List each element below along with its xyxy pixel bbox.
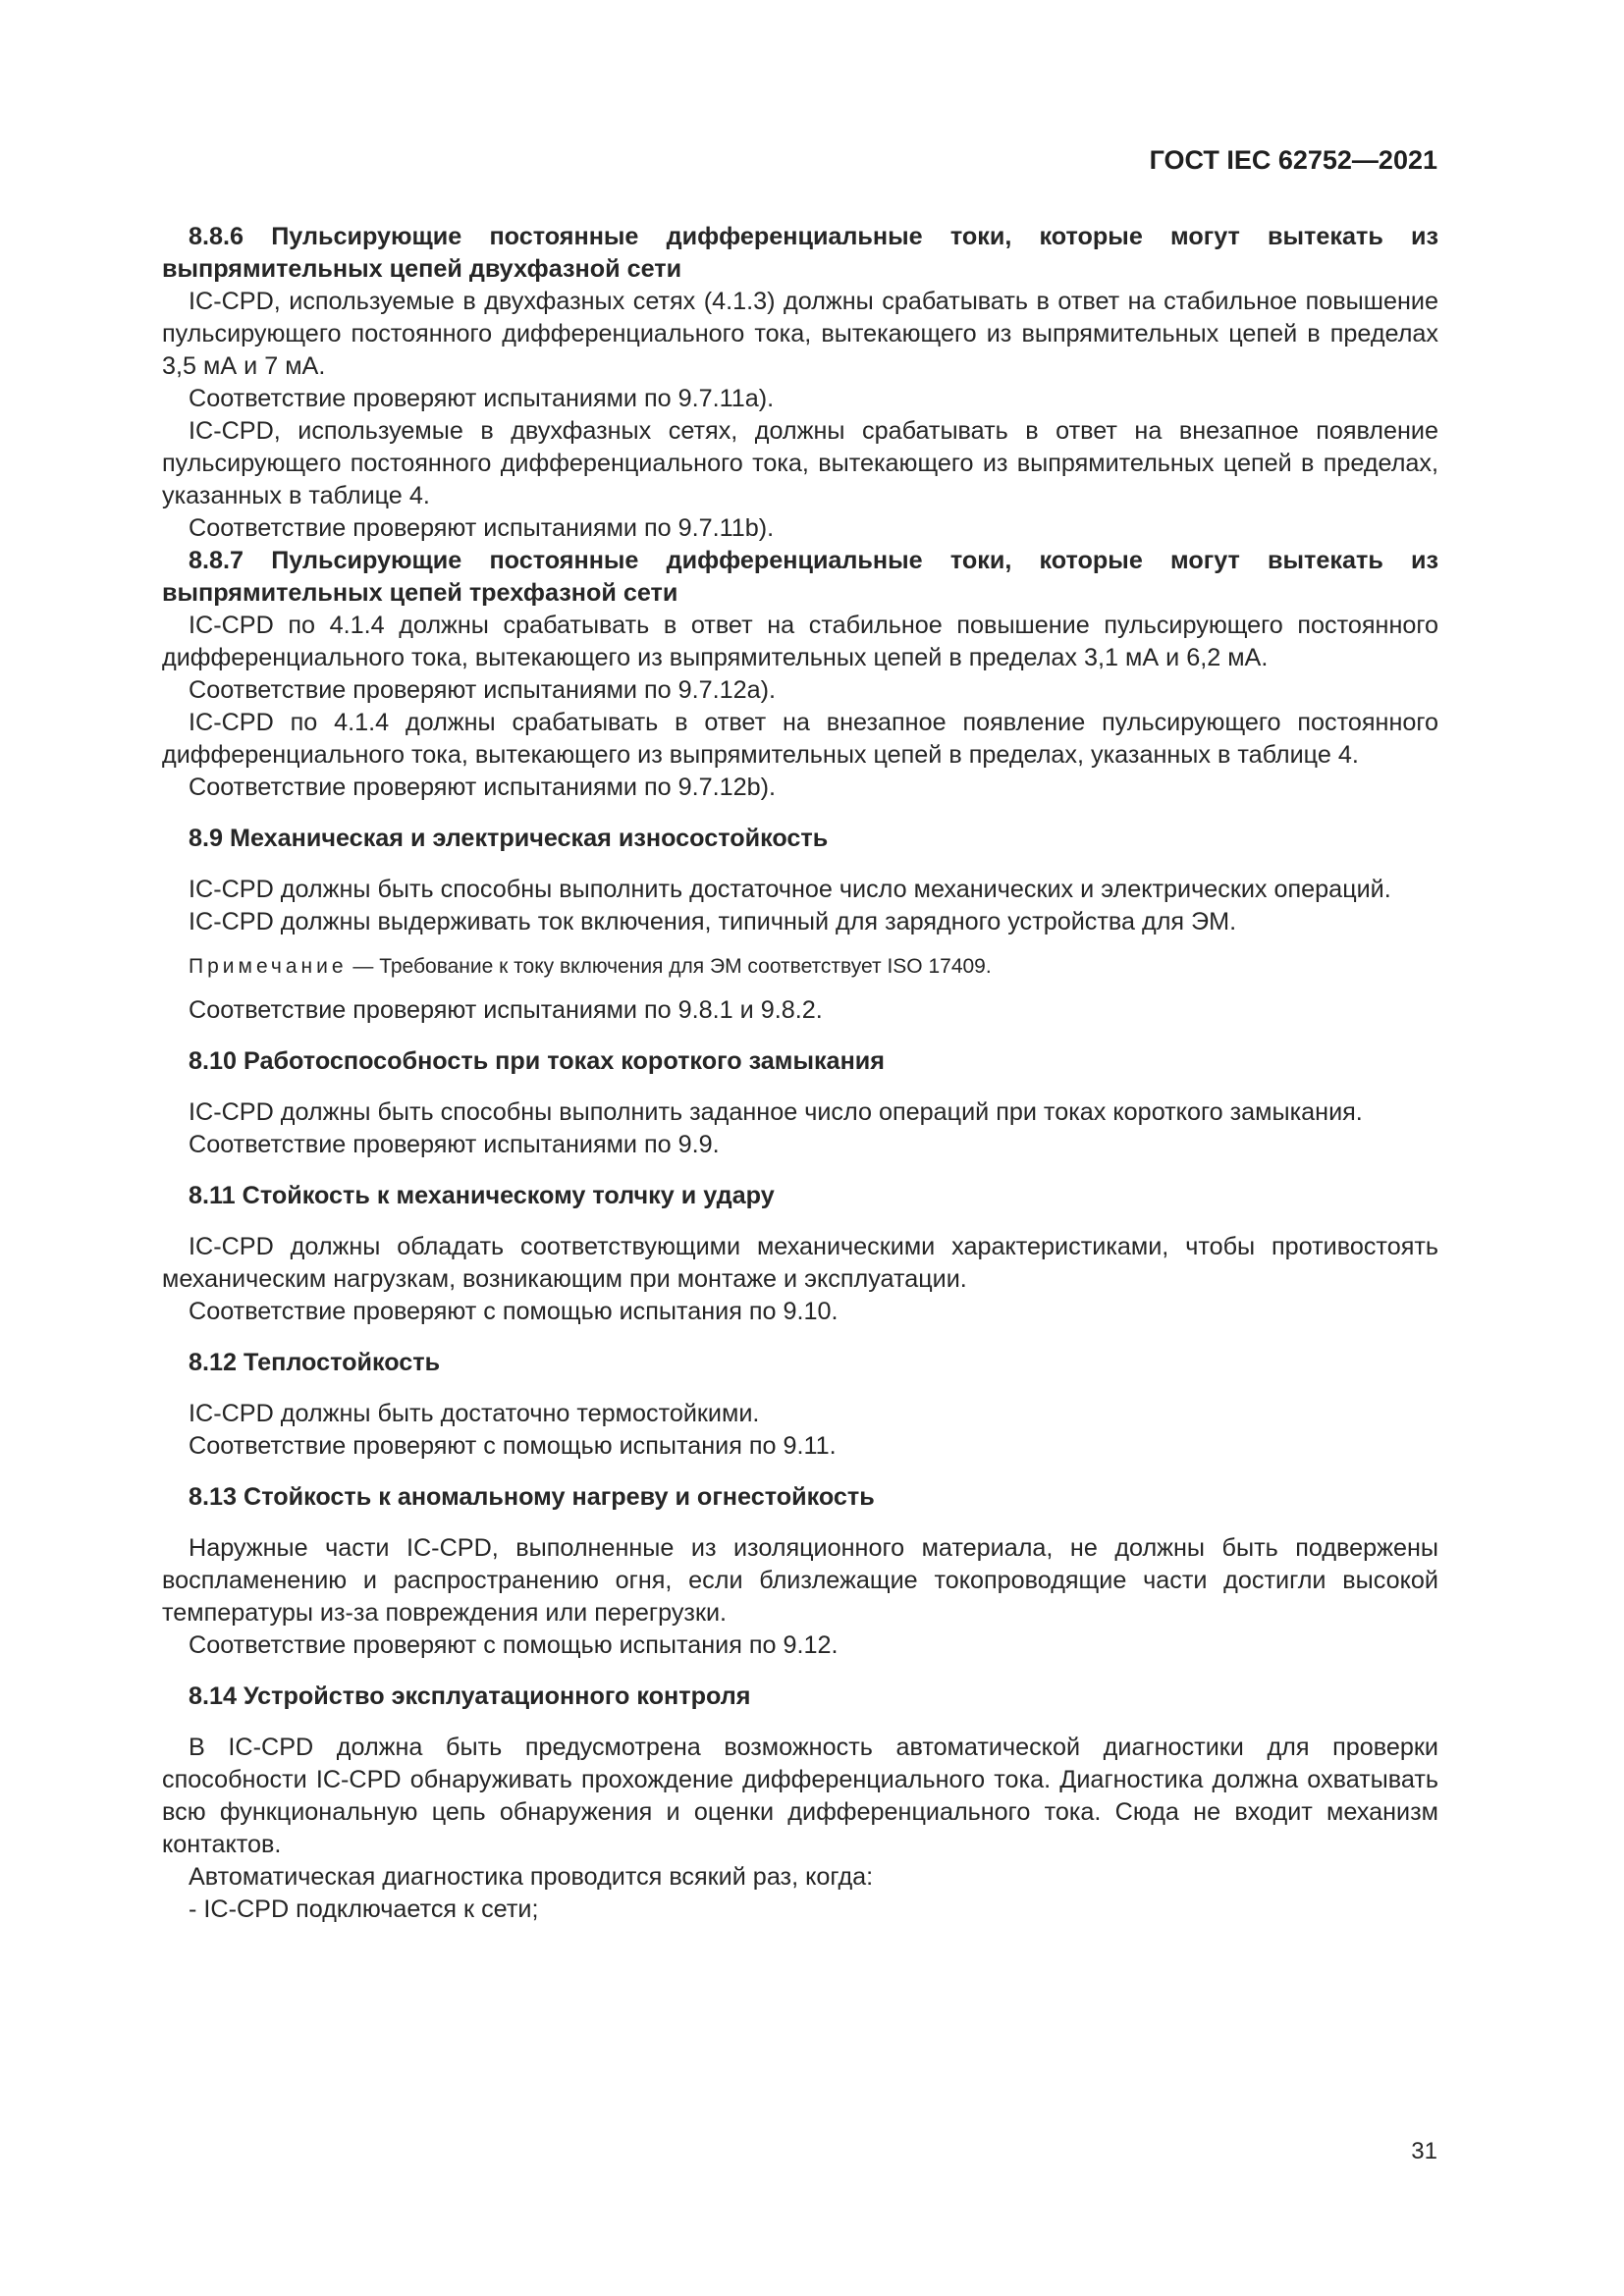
paragraph: Соответствие проверяют испытаниями по 9.7.11a). [189, 385, 775, 412]
section-title-8-12: 8.12 Теплостойкость [189, 1349, 441, 1376]
paragraph: Соответствие проверяют с помощью испытания по 9.12. [189, 1631, 839, 1659]
paragraph: IC-CPD должны быть способны выполнить достаточное число механических и электрических операций. [189, 876, 1391, 903]
paragraph: IC-CPD, используемые в двухфазных сетях (4.1.3) должны срабатывать в ответ на стабильное повышение пульсирующего постоянного дифференциального тока, вытекающего из выпрямительных цепей в пределах 3,5 мА и 7 мА. [162, 288, 1438, 380]
paragraph: Наружные части IC-CPD, выполненные из изоляционного материала, не должны быть подвержены воспламенению и распространению огня, если близлежащие токопроводящие части достигли высокой температуры из-за повреждения или перегрузки. [162, 1534, 1438, 1627]
paragraph: Автоматическая диагностика проводится всякий раз, когда: [189, 1863, 874, 1891]
paragraph: IC-CPD, используемые в двухфазных сетях, должны срабатывать в ответ на внезапное появление пульсирующего постоянного дифференциального тока, вытекающего из выпрямительных цепей в пределах, указанных в таблице 4. [162, 417, 1438, 509]
paragraph: В IC-CPD должна быть предусмотрена возможность автоматической диагностики для проверки способности IC-CPD обнаруживать прохождение дифференциального тока. Диагностика должна охватывать всю функциональную цепь обнаружения и оценки дифференциального тока. Сюда не входит механизм контактов. [162, 1734, 1438, 1858]
note-label: Примечание [189, 955, 348, 978]
section-title-8-8-7: 8.8.7 Пульсирующие постоянные дифференциальные токи, которые могут вытекать из выпрямительных цепей трехфазной сети [162, 547, 1438, 607]
paragraph: IC-CPD должны обладать соответствующими механическими характеристиками, чтобы противостоять механическим нагрузкам, возникающим при монтаже и эксплуатации. [162, 1233, 1438, 1293]
note-text: — Требование к току включения для ЭМ соответствует ISO 17409. [347, 955, 992, 978]
standard-designation: ГОСТ IEC 62752—2021 [1149, 145, 1437, 175]
paragraph: Соответствие проверяют испытаниями по 9.7.12b). [189, 774, 777, 801]
paragraph: IC-CPD по 4.1.4 должны срабатывать в ответ на внезапное появление пульсирующего постоянного дифференциального тока, вытекающего из выпрямительных цепей в пределах, указанных в таблице 4. [162, 709, 1438, 769]
paragraph: IC-CPD должны выдерживать ток включения, типичный для зарядного устройства для ЭМ. [189, 908, 1237, 935]
section-title-8-13: 8.13 Стойкость к аномальному нагреву и огнестойкость [189, 1483, 875, 1511]
paragraph: IC-CPD по 4.1.4 должны срабатывать в ответ на стабильное повышение пульсирующего постоянного дифференциального тока, вытекающего из выпрямительных цепей в пределах 3,1 мА и 6,2 мА. [162, 612, 1438, 671]
paragraph: Соответствие проверяют испытаниями по 9.9. [189, 1131, 720, 1158]
section-title-8-11: 8.11 Стойкость к механическому толчку и удару [189, 1182, 775, 1209]
section-title-8-14: 8.14 Устройство эксплуатационного контроля [189, 1682, 751, 1710]
paragraph: Соответствие проверяют испытаниями по 9.7.11b). [189, 514, 775, 542]
paragraph: IC-CPD должны быть достаточно термостойкими. [189, 1400, 760, 1427]
paragraph: Соответствие проверяют испытаниями по 9.8.1 и 9.8.2. [189, 996, 823, 1024]
section-title-8-8-6: 8.8.6 Пульсирующие постоянные дифференциальные токи, которые могут вытекать из выпрямительных цепей двухфазной сети [162, 223, 1438, 283]
paragraph: Соответствие проверяют испытаниями по 9.7.12a). [189, 676, 777, 704]
note [162, 950, 1438, 983]
section-title-8-9: 8.9 Механическая и электрическая износостойкость [189, 825, 829, 852]
page-body [162, 221, 1438, 1926]
page-number: 31 [1411, 2138, 1437, 2164]
paragraph: Соответствие проверяют с помощью испытания по 9.11. [189, 1432, 837, 1460]
paragraph: Соответствие проверяют с помощью испытания по 9.10. [189, 1298, 839, 1325]
paragraph: IC-CPD должны быть способны выполнить заданное число операций при токах короткого замыкания. [189, 1098, 1363, 1126]
list-item: - IC-CPD подключается к сети; [189, 1896, 539, 1923]
section-title-8-10: 8.10 Работоспособность при токах короткого замыкания [189, 1047, 885, 1075]
